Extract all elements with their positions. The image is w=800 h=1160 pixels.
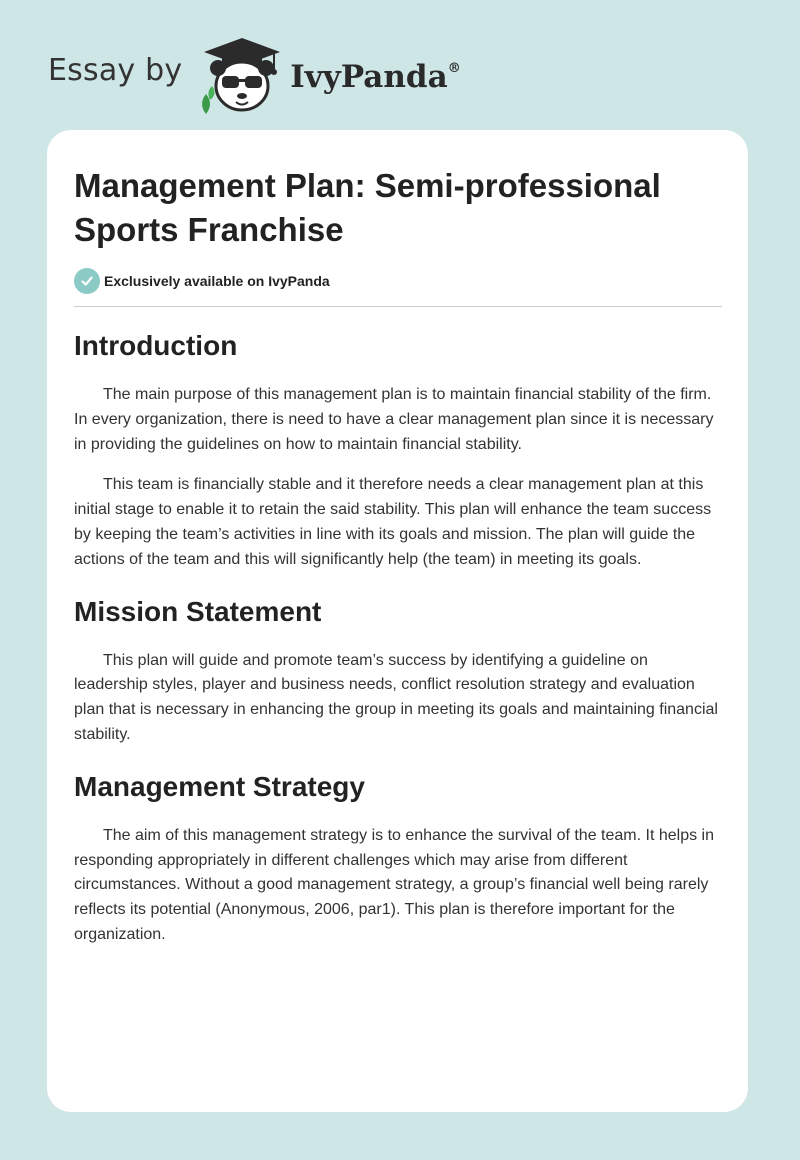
panda-logo-icon[interactable] xyxy=(196,34,288,114)
registered-mark: ® xyxy=(447,61,461,76)
essay-by-label: Essay by xyxy=(48,52,183,88)
section-mission-statement xyxy=(74,595,722,748)
brand-name[interactable]: IvyPanda® xyxy=(290,59,461,95)
section-introduction xyxy=(74,329,722,573)
section-heading: Mission Statement xyxy=(74,595,322,627)
section-management-strategy xyxy=(74,770,722,948)
exclusive-badge xyxy=(74,268,722,307)
paragraph: This plan will guide and promote team’s success by identifying a guideline on leadership styles, player and business needs, conflict resolution strategy and evaluation plan that is necessary in enhancing the group in meeting its goals and maintaining financial stability. xyxy=(74,651,718,743)
paragraph: The aim of this management strategy is to enhance the survival of the team. It helps in responding appropriately in different challenges which may arise from different circumstances. Without a good management strategy, a group’s financial well being rarely reflects its potential (Anonymous, 2006, par1). This plan is therefore important for the organization. xyxy=(74,826,714,943)
section-heading: Introduction xyxy=(74,330,238,361)
checkmark-icon xyxy=(74,268,100,294)
paragraph: The main purpose of this management plan is to maintain financial stability of the firm. In every organization, there is need to have a clear management plan since it is necessary in providing the guidelines on how to maintain financial stability. xyxy=(74,386,714,453)
essay-card xyxy=(47,130,748,1112)
site-header xyxy=(48,34,461,114)
paragraph: This team is financially stable and it therefore needs a clear management plan at this initial stage to enable it to retain the said stability. This plan will enhance the team success by keeping the team’s activities in line with its goals and mission. The plan will guide the actions of the team and this will significantly help (the team) in meeting its goals. xyxy=(74,476,712,568)
section-heading: Management Strategy xyxy=(74,770,365,802)
badge-text: Exclusively available on IvyPanda xyxy=(104,273,330,289)
page-title: Management Plan: Semi-professional Sports Franchise xyxy=(74,167,661,248)
